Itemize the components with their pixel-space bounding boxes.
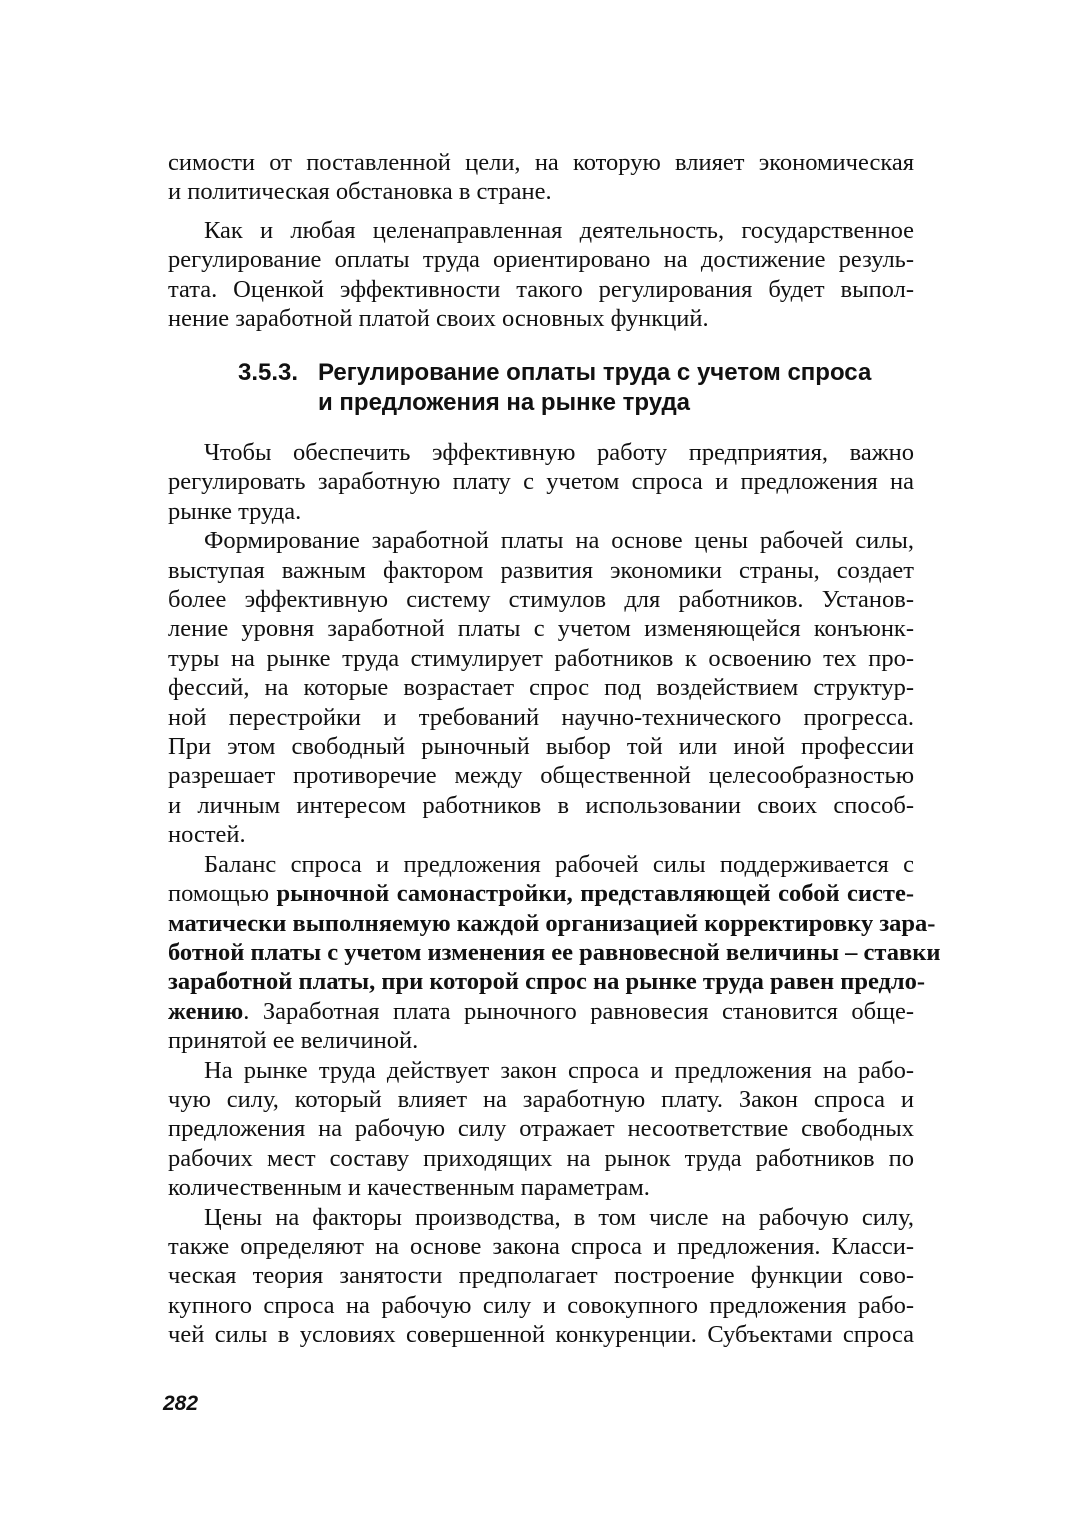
text-line bbox=[168, 879, 914, 908]
text-line: чую силу, который влияет на заработную плату. Закон спроса и bbox=[168, 1085, 914, 1113]
text-line: разрешает противоречие между общественной целесообразностью bbox=[168, 762, 914, 790]
bold-text-line: ботной платы с учетом изменения ее равновесной величины – ставки bbox=[168, 938, 941, 966]
bold-text-run: жению bbox=[168, 997, 244, 1025]
bold-text-line: заработной платы, при которой спрос на рынке труда равен предло- bbox=[168, 968, 926, 996]
bold-text-line: матически выполняемую каждой организацией корректировку зара- bbox=[168, 909, 936, 937]
text-line: и политическая обстановка в стране. bbox=[168, 178, 552, 206]
text-run: . Заработная плата рыночного равновесия становится обще- bbox=[243, 997, 914, 1025]
text-line: ление уровня заработной платы с учетом изменяющейся конъюнк- bbox=[168, 615, 914, 643]
text-line: симости от поставленной цели, на которую влияет экономическая bbox=[168, 149, 914, 176]
text-line: ностей. bbox=[168, 821, 246, 849]
text-block-main bbox=[168, 438, 941, 1350]
section-title-line: и предложения на рынке труда bbox=[318, 389, 691, 416]
text-line: При этом свободный рыночный выбор той или иной профессии bbox=[168, 733, 914, 761]
text-line: ной перестройки и требований научно-технического прогресса. bbox=[168, 703, 914, 731]
text-line: Баланс спроса и предложения рабочей силы поддерживается с bbox=[204, 850, 914, 878]
text-line: предложения на рабочую силу отражает несоответствие свободных bbox=[168, 1115, 914, 1143]
text-line: тата. Оценкой эффективности такого регулирования будет выпол- bbox=[168, 275, 914, 303]
text-line: нение заработной платой своих основных функций. bbox=[168, 305, 709, 333]
text-line: также определяют на основе закона спроса и предложения. Класси- bbox=[168, 1232, 914, 1260]
text-line: регулировать заработную плату с учетом спроса и предложения на bbox=[168, 468, 914, 496]
text-line: регулирование оплаты труда ориентировано на достижение резуль- bbox=[168, 246, 914, 274]
text-line: количественным и качественным параметрам. bbox=[168, 1174, 650, 1202]
text-line: и личным интересом работников в использовании своих способ- bbox=[168, 791, 914, 819]
text-line: Чтобы обеспечить эффективную работу предприятия, важно bbox=[204, 439, 914, 466]
text-line: туры на рынке труда стимулирует работников к освоению тех про- bbox=[168, 644, 914, 672]
bold-text-run: рыночной самонастройки, представляющей собой систе- bbox=[276, 880, 914, 908]
text-line: выступая важным фактором развития экономики страны, создает bbox=[168, 556, 914, 584]
text-line: ческая теория занятости предполагает построение функции сово- bbox=[168, 1262, 914, 1290]
text-block-top bbox=[168, 148, 914, 333]
text-line: купного спроса на рабочую силу и совокупного предложения рабо- bbox=[168, 1291, 914, 1319]
text-line: чей силы в условиях совершенной конкуренции. Субъектами спроса bbox=[168, 1321, 914, 1349]
section-title-line: Регулирование оплаты труда с учетом спроса bbox=[318, 359, 872, 386]
text-line: более эффективную систему стимулов для работников. Установ- bbox=[168, 586, 914, 614]
text-line: фессий, на которые возрастает спрос под воздействием структур- bbox=[168, 674, 914, 702]
text-line: принятой ее величиной. bbox=[168, 1027, 419, 1055]
page-number: 282 bbox=[163, 1392, 199, 1415]
text-line: рабочих мест составу приходящих на рынок труда работников по bbox=[168, 1144, 914, 1172]
text-run: помощью bbox=[168, 880, 277, 908]
text-line: На рынке труда действует закон спроса и предложения на рабо- bbox=[204, 1056, 914, 1084]
text-line: Формирование заработной платы на основе цены рабочей силы, bbox=[204, 527, 914, 555]
section-number: 3.5.3. bbox=[238, 359, 299, 386]
text-line bbox=[168, 997, 914, 1026]
text-line: рынке труда. bbox=[168, 497, 302, 525]
text-line: Как и любая целенаправленная деятельность, государственное bbox=[204, 216, 914, 244]
section-heading bbox=[238, 358, 918, 418]
text-line: Цены на факторы производства, в том числе на рабочую силу, bbox=[204, 1203, 914, 1231]
